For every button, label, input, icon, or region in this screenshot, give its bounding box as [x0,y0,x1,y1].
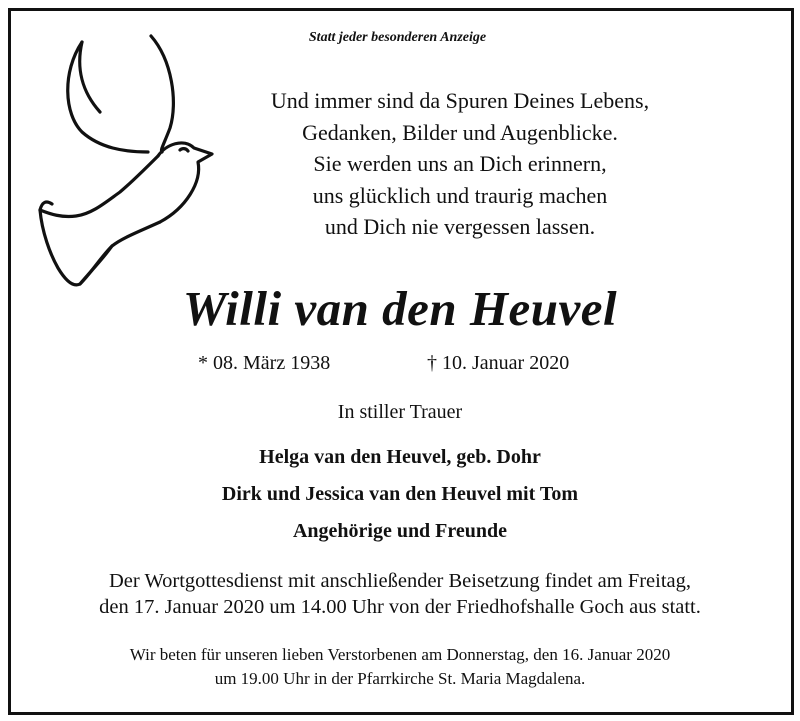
prayer-line: Wir beten für unseren lieben Verstorbenen am Donnerstag, den 16. Januar 2020 [129,645,671,664]
service-line: den 17. Januar 2020 um 14.00 Uhr von der Friedhofshalle Goch aus statt. [99,596,701,618]
poem [220,85,700,243]
poem-line: und Dich nie vergessen lassen. [324,214,596,239]
notice-header: Statt jeder besonderen Anzeige [308,30,487,45]
birth-date: * 08. März 1938 [198,352,331,374]
family-member: Angehörige und Freunde [292,520,508,542]
poem-line: Und immer sind da Spuren Deines Lebens, [270,88,650,113]
prayer-info [0,643,800,691]
family-member: Helga van den Heuvel, geb. Dohr [259,446,541,468]
death-date: † 10. Januar 2020 [427,352,570,374]
prayer-line: um 19.00 Uhr in der Pfarrkirche St. Maria Magdalena. [214,669,586,688]
deceased-name: Willi van den Heuvel [182,281,618,336]
poem-line: Gedanken, Bilder und Augenblicke. [302,119,618,145]
family-member: Dirk und Jessica van den Heuvel mit Tom [221,483,579,505]
service-info [0,568,800,620]
dove-icon [36,32,222,288]
mourning-intro: In stiller Trauer [337,401,463,423]
service-line: Der Wortgottesdienst mit anschließender Beisetzung findet am Freitag, [108,570,692,592]
poem-line: Sie werden uns an Dich erinnern, [313,151,607,176]
poem-line: uns glücklich und traurig machen [312,182,608,208]
family-list [0,439,800,550]
